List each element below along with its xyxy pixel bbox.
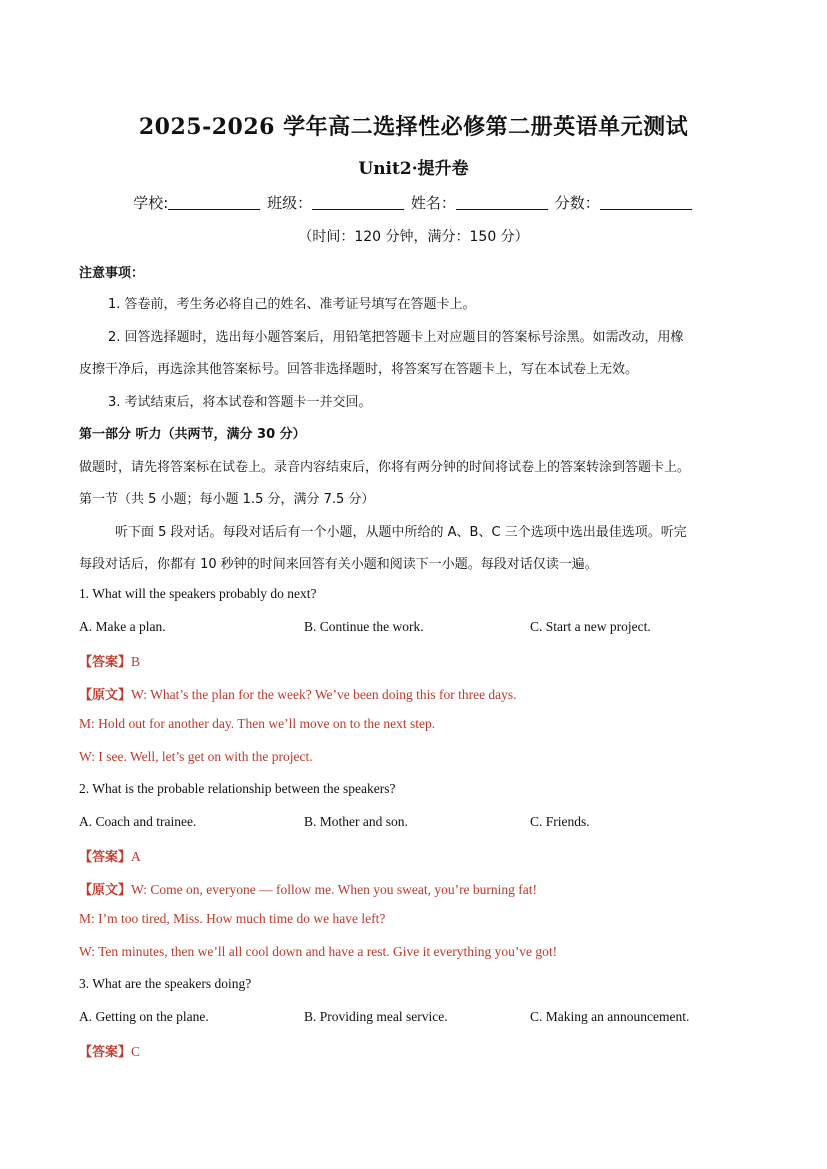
question-2-option-c[interactable]: C. Friends. (530, 814, 590, 829)
time-info: （时间：120 分钟，满分：150 分） (298, 229, 529, 245)
question-2-option-b[interactable]: B. Mother and son. (304, 814, 408, 829)
question-2-stem: 2. What is the probable relationship between the speakers? (79, 781, 396, 796)
answer-value: C (131, 1044, 141, 1059)
notice-item-2-line-2: 皮擦干净后，再选涂其他答案标号。回答非选择题时，将答案写在答题卡上，写在本试卷上无效。 (79, 362, 639, 377)
score-label: 分数： (554, 194, 600, 212)
question-1-option-a[interactable]: A. Make a plan. (79, 619, 166, 634)
question-1-option-b[interactable]: B. Continue the work. (304, 619, 424, 634)
part1-heading: 第一部分 听力（共两节，满分 30 分） (79, 427, 306, 442)
question-3-option-c[interactable]: C. Making an announcement. (530, 1009, 690, 1024)
question-3-option-a[interactable]: A. Getting on the plane. (79, 1009, 209, 1024)
question-1-answer (79, 651, 140, 670)
answer-value: A (131, 849, 141, 864)
question-2-answer (79, 846, 141, 865)
directions-line-2: 每段对话后，你都有 10 秒钟的时间来回答有关小题和阅读下一小题。每段对话仅读一遍。 (79, 557, 598, 572)
transcript-tag: 【原文】 (79, 688, 132, 703)
transcript-text: W: What’s the plan for the week? We’ve been doing this for three days. (131, 687, 517, 702)
answer-tag: 【答案】 (79, 1045, 132, 1060)
notice-item-2-line-1: 2. 回答选择题时，选出每小题答案后，用铅笔把答题卡上对应题目的答案标号涂黑。如需改动，用橡 (108, 330, 684, 345)
answer-value: B (131, 654, 141, 669)
notice-heading: 注意事项： (79, 266, 145, 281)
question-2-transcript-line-1 (79, 879, 537, 898)
part1-instruction: 做题时，请先将答案标在试卷上。录音内容结束后，你将有两分钟的时间将试卷上的答案转涂到答题卡上。 (79, 460, 691, 475)
score-blank[interactable] (600, 195, 692, 210)
class-label: 班级： (267, 194, 313, 212)
question-2-transcript-line-2: M: I’m too tired, Miss. How much time do we have left? (79, 911, 386, 926)
exam-title: 2025-2026 学年高二选择性必修第二册英语单元测试 (138, 114, 689, 140)
answer-tag: 【答案】 (79, 655, 132, 670)
question-1-transcript-line-2: M: Hold out for another day. Then we’ll move on to the next step. (79, 716, 436, 731)
question-3-stem: 3. What are the speakers doing? (79, 976, 252, 991)
question-1-transcript-line-3: W: I see. Well, let’s get on with the project. (79, 749, 313, 764)
section1-heading: 第一节（共 5 小题；每小题 1.5 分，满分 7.5 分） (79, 492, 375, 507)
answer-tag: 【答案】 (79, 850, 132, 865)
notice-item-3: 3. 考试结束后，将本试卷和答题卡一并交回。 (108, 395, 372, 410)
transcript-text: W: Come on, everyone — follow me. When you sweat, you’re burning fat! (131, 882, 538, 897)
directions-line-1: 听下面 5 段对话。每段对话后有一个小题，从题中所给的 A、B、C 三个选项中选出最佳选项。听完 (115, 525, 687, 540)
question-2-option-a[interactable]: A. Coach and trainee. (79, 814, 197, 829)
transcript-tag: 【原文】 (79, 883, 132, 898)
exam-subtitle: Unit2·提升卷 (358, 159, 469, 179)
name-label: 姓名： (410, 194, 456, 212)
notice-item-1: 1. 答卷前，考生务必将自己的姓名、准考证号填写在答题卡上。 (108, 297, 476, 312)
question-1-stem: 1. What will the speakers probably do next? (79, 586, 317, 601)
question-1-option-c[interactable]: C. Start a new project. (530, 619, 651, 634)
question-3-option-b[interactable]: B. Providing meal service. (304, 1009, 448, 1024)
name-blank[interactable] (456, 195, 548, 210)
question-2-transcript-line-3: W: Ten minutes, then we’ll all cool down and have a rest. Give it everything you’ve got! (79, 944, 558, 959)
school-label: 学校: (133, 194, 169, 212)
class-blank[interactable] (312, 195, 404, 210)
question-3-answer (79, 1041, 140, 1060)
question-1-transcript-line-1 (79, 684, 517, 703)
school-blank[interactable] (168, 195, 260, 210)
student-info-line (0, 192, 827, 213)
